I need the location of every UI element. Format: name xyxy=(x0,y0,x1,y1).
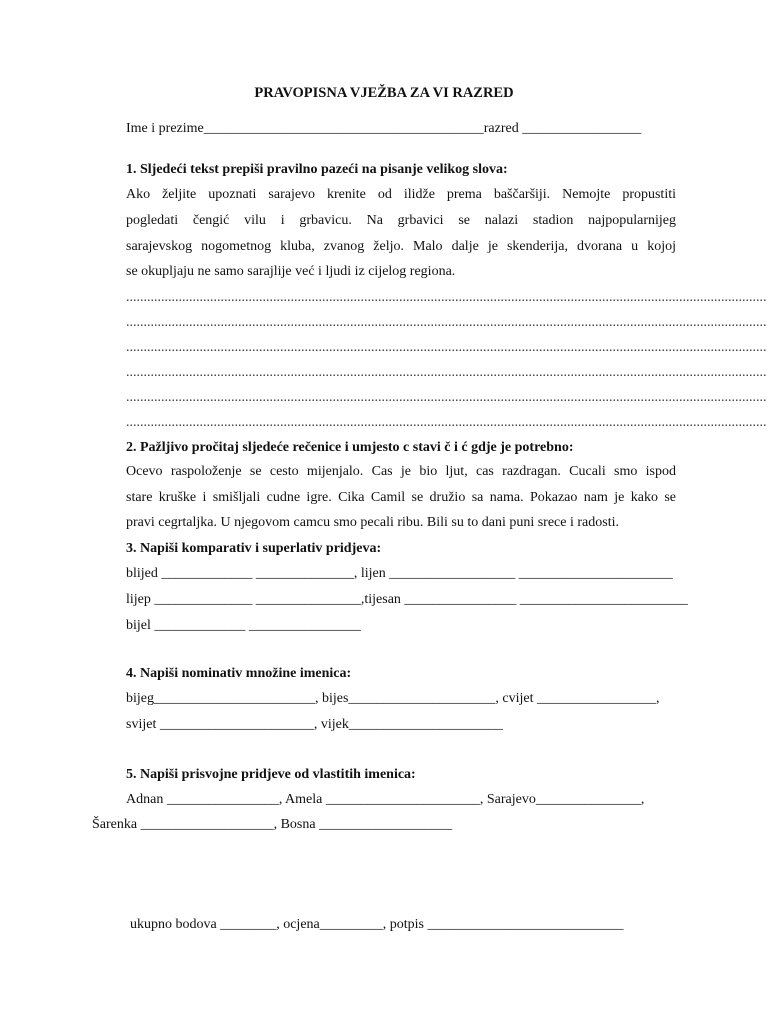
dotted-answer-line[interactable]: ....................................................................................................................................................................................... xyxy=(126,315,767,330)
dotted-answer-line[interactable]: ....................................................................................................................................................................................... xyxy=(126,415,767,430)
dotted-answer-line[interactable]: ....................................................................................................................................................................................... xyxy=(126,340,767,355)
task-5-fill-line[interactable]: Šarenka ___________________, Bosna ___________________ xyxy=(92,817,453,832)
task-1-text-line: Ako željite upoznati sarajevo krenite od ilidže prema baščaršiji. Nemojte propustiti xyxy=(126,187,676,202)
task-2-heading: 2. Pažljivo pročitaj sljedeće rečenice i umjesto c stavi č i ć gdje je potrebno: xyxy=(126,440,574,455)
task-4-fill-line[interactable]: bijeg_______________________, bijes_____________________, cvijet _________________, xyxy=(126,691,660,706)
task-4-heading: 4. Napiši nominativ množine imenica: xyxy=(126,666,352,681)
task-5-fill-line[interactable]: Adnan ________________, Amela ______________________, Sarajevo_______________, xyxy=(126,792,645,807)
task-1-text-line: sarajevskog nogometnog kluba, zvanog željo. Malo dalje je skenderija, dvorana u kojoj xyxy=(126,239,676,254)
task-5-heading: 5. Napiši prisvojne pridjeve od vlastitih imenica: xyxy=(126,767,416,782)
dotted-answer-line[interactable]: ....................................................................................................................................................................................... xyxy=(126,365,767,380)
task-1-text-line: pogledati čengić vilu i grbavicu. Na grbavici se nalazi stadion najpopularnijeg xyxy=(126,213,676,228)
dotted-answer-line[interactable]: ....................................................................................................................................................................................... xyxy=(126,290,767,305)
task-3-fill-line[interactable]: bijel _____________ ________________ xyxy=(126,618,361,633)
task-1-heading: 1. Sljedeći tekst prepiši pravilno pazeći na pisanje velikog slova: xyxy=(126,162,508,177)
task-3-fill-line[interactable]: lijep ______________ _______________,tijesan ________________ ________________________ xyxy=(126,592,688,607)
task-1-text-line: se okupljaju ne samo sarajlije već i ljudi iz cijelog regiona. xyxy=(126,264,456,279)
page-title: PRAVOPISNA VJEŽBA ZA VI RAZRED xyxy=(254,85,514,101)
dotted-answer-line[interactable]: ....................................................................................................................................................................................... xyxy=(126,390,767,405)
score-grade-signature-line[interactable]: ukupno bodova ________, ocjena_________, potpis ____________________________ xyxy=(130,917,624,932)
name-class-line: Ime i prezime________________________________________razred _________________ xyxy=(126,121,642,136)
task-2-text-line: stare kruške i smišljali cudne igre. Cika Camil se družio sa nama. Pokazao nam je kako se xyxy=(126,490,676,505)
task-2-text-line: pravi cegrtaljka. U njegovom camcu smo pecali ribu. Bili su to dani puni srece i radosti. xyxy=(126,515,619,530)
task-3-heading: 3. Napiši komparativ i superlativ pridjeva: xyxy=(126,541,382,556)
task-3-fill-line[interactable]: blijed _____________ ______________, lijen __________________ ______________________ xyxy=(126,566,673,581)
task-4-fill-line[interactable]: svijet ______________________, vijek______________________ xyxy=(126,717,503,732)
task-2-text-line: Ocevo raspoloženje se cesto mijenjalo. Cas je bio ljut, cas razdragan. Cucali smo ispod xyxy=(126,464,676,479)
